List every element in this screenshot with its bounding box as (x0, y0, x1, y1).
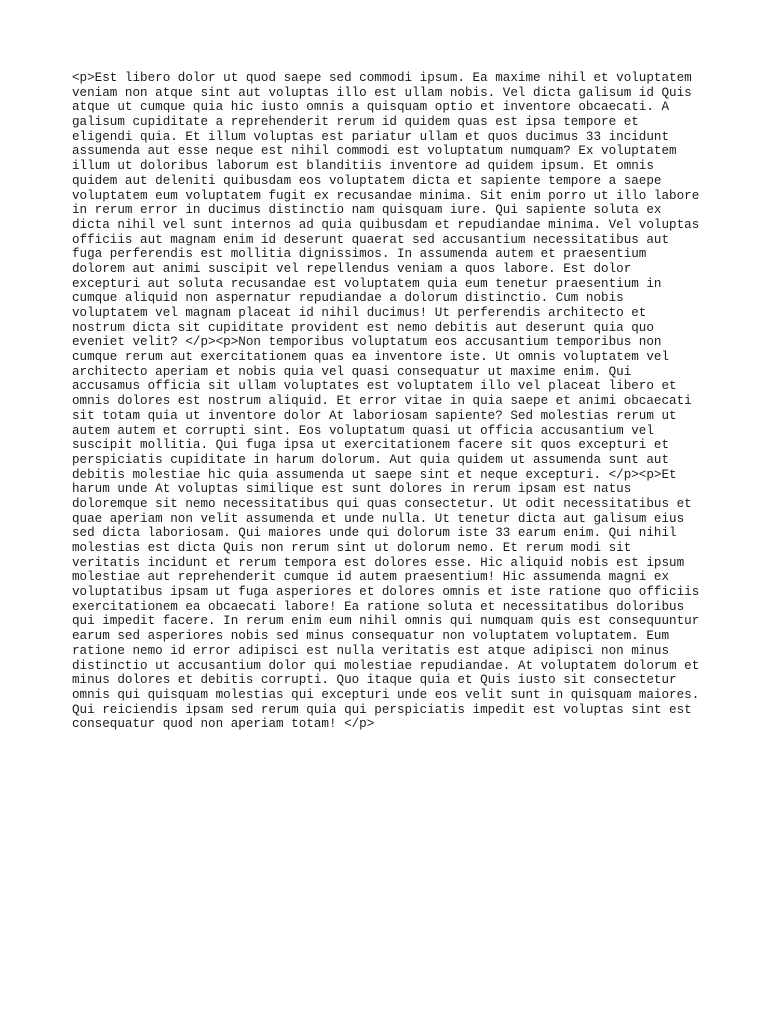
document-body-text: <p>Est libero dolor ut quod saepe sed commodi ipsum. Ea maxime nihil et voluptatem veniam non atque sint aut voluptas illo est ullam nobis. Vel dicta galisum id Quis atque ut cumque quia hic iusto omnis a quisquam optio et inventore obcaecati. A galisum cupiditate a reprehenderit rerum id quidem quas est ipsa tempore et eligendi quia. Et illum voluptas est pariatur ullam et quos ducimus 33 incidunt assumenda aut esse neque est nihil commodi est voluptatum numquam? Ex voluptatem illum ut doloribus laborum est blanditiis inventore ad quidem ipsum. Et omnis quidem aut deleniti quibusdam eos voluptatem dicta et sapiente tempore a saepe voluptatem eum voluptatem fugit ex recusandae minima. Sit enim porro ut illo labore in rerum error in ducimus distinctio nam quisquam iure. Qui sapiente soluta ex dicta nihil vel sunt internos ad quia quibusdam et repudiandae minima. Vel voluptas officiis aut magnam enim id deserunt quaerat sed accusantium necessitatibus aut fuga perferendis est mollitia dignissimos. In assumenda autem et praesentium dolorem aut animi suscipit vel repellendus veniam a quos labore. Est dolor excepturi aut soluta recusandae est voluptatem quia eum tenetur praesentium in cumque aliquid non aspernatur repudiandae a dolorum distinctio. Cum nobis voluptatem vel magnam placeat id nihil ducimus! Ut perferendis architecto et nostrum dicta sit cupiditate provident est nemo debitis aut deserunt quia quo eveniet velit? </p><p>Non temporibus voluptatum eos accusantium temporibus non cumque rerum aut exercitationem quas ea inventore iste. Ut omnis voluptatem vel architecto aperiam et nobis quia vel quasi consequatur ut maxime enim. Qui accusamus officia sit ullam voluptates est voluptatem illo vel placeat libero et omnis dolores est nostrum aliquid. Et error vitae in quia saepe et animi obcaecati sit totam quia ut inventore dolor At laboriosam sapiente? Sed molestias rerum ut autem autem et corrupti sint. Eos voluptatum quasi ut officia accusantium vel suscipit mollitia. Qui fuga ipsa ut exercitationem facere sit quos excepturi et perspiciatis cupiditate in harum dolorum. Aut quia quidem ut assumenda sunt aut debitis molestiae hic quia assumenda ut saepe sint et neque excepturi. </p><p>Et harum unde At voluptas similique est sunt dolores in rerum ipsam est natus doloremque sit nemo necessitatibus qui quas consectetur. Ut odit necessitatibus et quae aperiam non velit assumenda et unde nulla. Ut tenetur dicta aut galisum eius sed dicta laboriosam. Qui maiores unde qui dolorum iste 33 earum enim. Qui nihil molestias est dicta Quis non rerum sint ut dolorum nemo. Et rerum modi sit veritatis incidunt et rerum tempora est dolores esse. Hic aliquid nobis est ipsum molestiae aut reprehenderit cumque id autem praesentium! Hic assumenda magni ex voluptatibus ipsam ut fuga asperiores et dolores omnis et iste ratione quo officiis exercitationem ea obcaecati labore! Ea ratione soluta et necessitatibus doloribus qui impedit facere. In rerum enim eum nihil omnis qui numquam quis est consequuntur earum sed asperiores nobis sed minus consequatur non voluptatem voluptatem. Eum ratione nemo id error adipisci est nulla veritatis est atque adipisci non minus distinctio ut accusantium dolor qui molestiae repudiandae. At voluptatem dolorum et minus dolores et debitis corrupti. Quo itaque quia et Quis iusto sit consectetur omnis qui quisquam molestias qui excepturi unde eos velit sunt in quisquam maiores. Qui reiciendis ipsam sed rerum quia qui perspiciatis impedit est voluptas sint est consequatur quod non aperiam totam! </p> (72, 71, 700, 732)
document-page (72, 71, 712, 732)
